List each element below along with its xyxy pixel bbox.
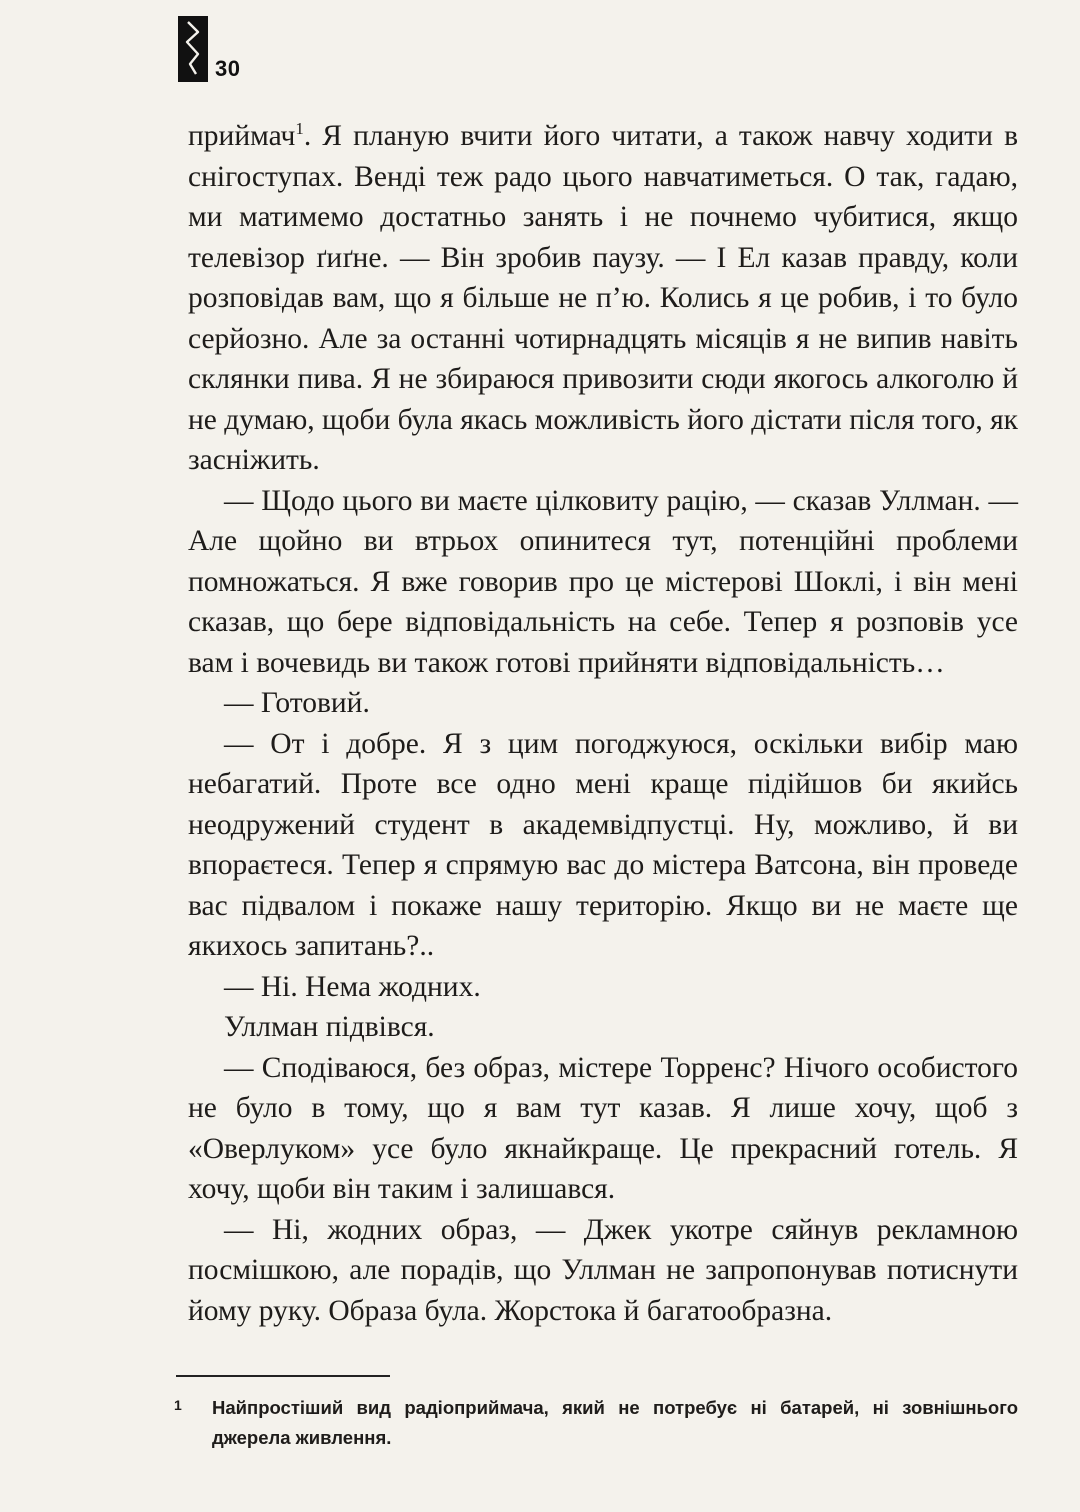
- footnote: [174, 1393, 1018, 1453]
- footnote-divider: [176, 1375, 390, 1377]
- paragraph-1-start: приймач: [188, 120, 296, 152]
- footnote-mark: 1: [174, 1397, 182, 1413]
- paragraph-4: — От і добре. Я з цим погоджуюся, оскільки вибір маю небагатий. Проте все одно мені краще підійшов би якийсь неодружений студент в академвідпустці. Ну, можливо, й ви впораєтеся. Тепер я спрямую вас до містера Ватсона, він проведе вас підвалом і покаже нашу територію. Якщо ви не маєте ще якихось запитань?..: [188, 727, 1018, 962]
- paragraph-5: — Ні. Нема жодних.: [224, 970, 481, 1003]
- paragraph-6: Уллман підвівся.: [224, 1011, 435, 1043]
- jagged-line-logo-icon: [178, 16, 208, 82]
- page-header: [178, 16, 240, 82]
- paragraph-1-rest: . Я планую вчити його читати, а також навчу ходити в снігоступах. Венді теж радо цього навчатиметься. О так, гадаю, ми матимемо достатньо занять і не почнемо чубитися, якщо телевізор ґиґне. — Він зробив паузу. — І Ел казав правду, коли розповідав вам, що я більше не п’ю. Колись я це робив, і то було серйозно. Але за останні чотирнадцять місяців я не випив навіть склянки пива. Я не збираюся привозити сюди якогось алкоголю й не думаю, щоби була якась можливість його дістати після того, як засніжить.: [188, 120, 1018, 476]
- paragraph-7: — Сподіваюся, без образ, містере Торренс? Нічого особистого не було в тому, що я вам тут казав. Я лише хочу, щоб з «Оверлуком» усе було якнайкраще. Це прекрасний готель. Я хочу, щоби він таким і залишався.: [188, 1051, 1018, 1205]
- page-number: 30: [215, 56, 241, 81]
- paragraph-3: — Готовий.: [224, 687, 370, 719]
- paragraph-8: — Ні, жодних образ, — Джек укотре сяйнув рекламною посмішкою, але порадів, що Уллман не запропонував потиснути йому руку. Образа була. Жорстока й багатообразна.: [188, 1213, 1018, 1327]
- body-text: [188, 116, 1018, 1331]
- footnote-reference: 1: [295, 119, 304, 139]
- paragraph-2: — Щодо цього ви маєте цілковиту рацію, — сказав Уллман. — Але щойно ви втрьох опинитеся тут, потенційні проблеми помножаться. Я вже говорив про це містерові Шоклі, і він мені сказав, що бере відповідальність на себе. Тепер я розповів усе вам і вочевидь ви також готові прийняти відповідальність…: [188, 484, 1018, 679]
- paragraph-1: [188, 116, 1018, 481]
- footnote-text: Найпростіший вид радіоприймача, який не потребує ні батарей, ні зовнішнього джерела живлення.: [212, 1397, 1018, 1448]
